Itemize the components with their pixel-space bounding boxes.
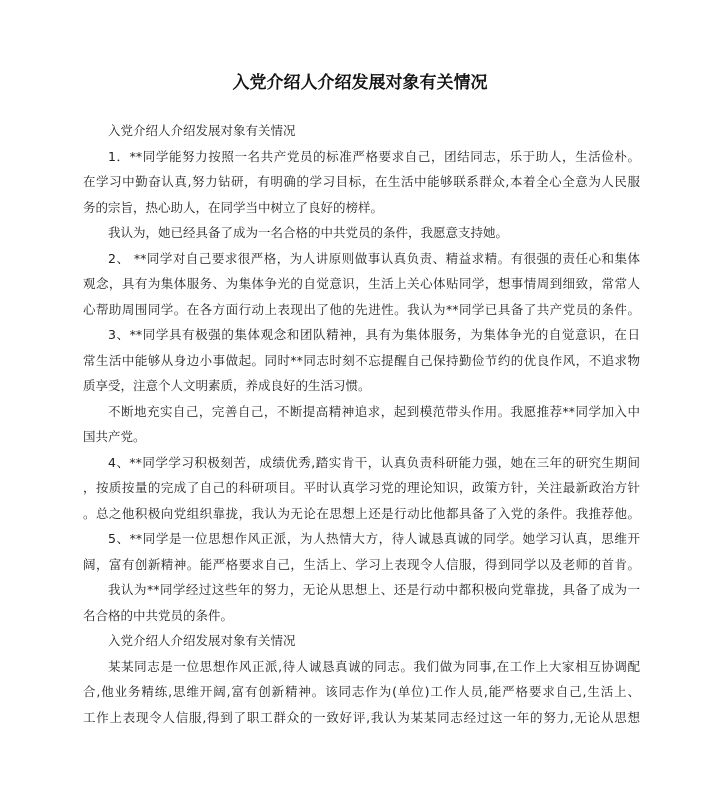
text-line: 质享受，注意个人文明素质，养成良好的生活习惯。	[83, 378, 371, 393]
text-line: 我认为，她已经具备了成为一名合格的中共党员的条件，我愿意支持她。	[108, 225, 509, 240]
text-line: 入党介绍人介绍发展对象有关情况	[108, 123, 296, 138]
text-line: 3、**同学具有极强的集体观念和团队精神，具有为集体服务，为集体争光的自觉意识，在日	[108, 327, 640, 342]
text-line: 名合格的中共党员的条件。	[83, 607, 234, 623]
text-line: 阔，富有创新精神。能严格要求自己，生活上、学习上表现令人信服，得到同学以及老师的首肯。	[83, 556, 640, 572]
text-line: 我认为**同学经过这些年的努力，无论从思想上、还是行动中都积极向党靠拢，具备了成为一	[108, 582, 640, 597]
text-line: 工作上表现令人信服,得到了职工群众的一致好评,我认为某某同志经过这一年的努力,无论从思想	[83, 709, 640, 725]
text-line: 不断地充实自己，完善自己，不断提高精神追求，起到模范带头作用。我愿推荐**同学加入中	[108, 403, 640, 419]
text-line: 2、 **同学对自己要求很严格，为人讲原则做事认真负责、精益求精。有很强的责任心和集体	[108, 250, 640, 266]
text-line: 常生活中能够从身边小事做起。同时**同志时刻不忘提醒自己保持勤俭节约的优良作风，不追求物	[83, 352, 640, 368]
text-line: 。总之他积极向党组织靠拢，我认为无论在思想上还是行动比他都具备了入党的条件。我推荐他。	[83, 505, 640, 521]
text-line: 务的宗旨，热心助人，在同学当中树立了良好的榜样。	[83, 199, 384, 215]
text-line: 心帮助周围同学。在各方面行动上表现出了他的先进性。我认为**同学已具备了共产党员的条件。	[83, 301, 640, 317]
text-line: 在学习中勤奋认真,努力钻研，有明确的学习目标，在生活中能够联系群众,本着全心全意为人民服	[83, 174, 640, 189]
text-line: 5、**同学是一位思想作风正派，为人热情大方，待人诚恳真诚的同学。她学习认真，思维开	[108, 531, 640, 546]
text-line: 4、**同学学习积极刻苦，成绩优秀,踏实肯干，认真负责科研能力强，她在三年的研究生期间	[108, 454, 640, 470]
text-line: 国共产党。	[83, 429, 146, 444]
text-line: 某某同志是一位思想作风正派,待人诚恳真诚的同志。我们做为同事,在工作上大家相互协调配	[108, 658, 640, 674]
text-line: 1．**同学能努力按照一名共产党员的标准严格要求自己，团结同志，乐于助人，生活俭朴。	[108, 148, 640, 164]
document-body	[83, 121, 640, 733]
text-line: ，按质按量的完成了自己的科研项目。平时认真学习党的理论知识，政策方针，关注最新政治方针	[83, 480, 640, 495]
text-line: 观念，具有为集体服务、为集体争光的自觉意识，生活上关心体贴同学，想事情周到细致，常常人	[83, 276, 640, 291]
text-line: 入党介绍人介绍发展对象有关情况	[108, 633, 296, 648]
document-title: 入党介绍人介绍发展对象有关情况	[232, 73, 488, 93]
text-line: 合,他业务精练,思维开阔,富有创新精神。该同志作为(单位)工作人员,能严格要求自己,生活上、	[83, 684, 640, 699]
